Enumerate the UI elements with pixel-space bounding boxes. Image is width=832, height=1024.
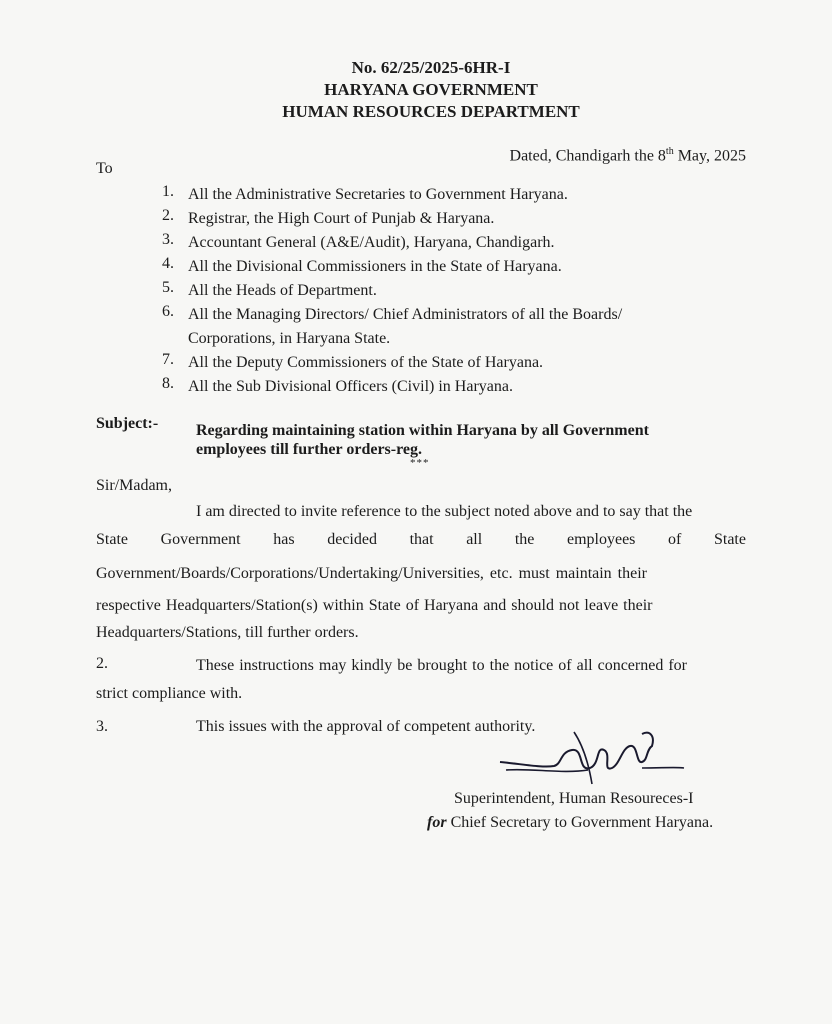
- government-name: HARYANA GOVERNMENT: [324, 80, 538, 99]
- signatory-designation: Superintendent, Human Resoureces-I: [454, 790, 694, 807]
- paragraph-1-line-5: Headquarters/Stations, till further orders.: [96, 624, 359, 641]
- paragraph-3-line-1: This issues with the approval of competent authority.: [196, 718, 536, 735]
- paragraph-1-line-3: Government/Boards/Corporations/Undertaking/Universities, etc. must maintain their: [96, 565, 647, 582]
- subject-separator: ***: [410, 457, 430, 469]
- signature: [492, 724, 692, 794]
- paragraph-2-line-1: These instructions may kindly be brought to the notice of all concerned for: [196, 657, 687, 674]
- signatory-on-behalf: for Chief Secretary to Government Haryana.: [427, 814, 714, 831]
- salutation: Sir/Madam,: [96, 477, 172, 494]
- paragraph-2-line-2: strict compliance with.: [96, 685, 243, 702]
- paragraph-3-number: 3.: [96, 718, 108, 735]
- paragraph-1-line-1: I am directed to invite reference to the subject noted above and to say that the: [196, 503, 693, 520]
- department-name: HUMAN RESOURCES DEPARTMENT: [282, 102, 580, 121]
- to-label: To: [96, 160, 113, 177]
- document-page: No. 62/25/2025-6HR-I HARYANA GOVERNMENT HUMAN RESOURCES DEPARTMENT Dated, Chandigarh the 8th May, 2025 To 1. All the Administrative Secretaries to Government Haryana. 2. Registrar, the High Court of Punjab & Haryana. 3. Accountant General (A&E/Audit), Haryana, Chandigarh. 4. All the Divisional Commissioners in the State of Haryana. 5. All the Heads of Department. 6. All the Managing Directors/ Chief Administrators of all the Boards/ Corporations, in Haryana State. 7. All the Deputy Commissioners of the State of Haryana. 8. All the Sub Divisional Officers (Civil) in Haryana. Subject:- Regarding maintaining station within Haryana by all Government employees till further orders-reg. *** Sir/Madam, I am directed to invite reference to the subject noted above and to say that the State Government has decided that all the employees of State Government/Boards/Corporations/Undertaking/Universities, etc. must maintain their respective Headquarters/Station(s) within State of Haryana and should not leave their Headquarters/Stations, till further orders. 2. These instructions may kindly be brought to the notice of all concerned for strict compliance with. 3. This issues with the approval of competent authority. Superintendent, Human Resoureces-I for Chief Secretary to Government Haryana.: [0, 0, 832, 1024]
- letter-number: No. 62/25/2025-6HR-I: [351, 58, 511, 77]
- paragraph-2-number: 2.: [96, 655, 108, 672]
- date-line: Dated, Chandigarh the 8th May, 2025: [509, 146, 746, 165]
- paragraph-1-line-4: respective Headquarters/Station(s) within State of Haryana and should not leave their: [96, 597, 653, 614]
- paragraph-1-line-2: State Government has decided that all the employees of State: [96, 531, 746, 548]
- subject-label: Subject:-: [96, 415, 159, 432]
- subject-text: Regarding maintaining station within Haryana by all Government employees till further orders-reg.: [196, 422, 649, 458]
